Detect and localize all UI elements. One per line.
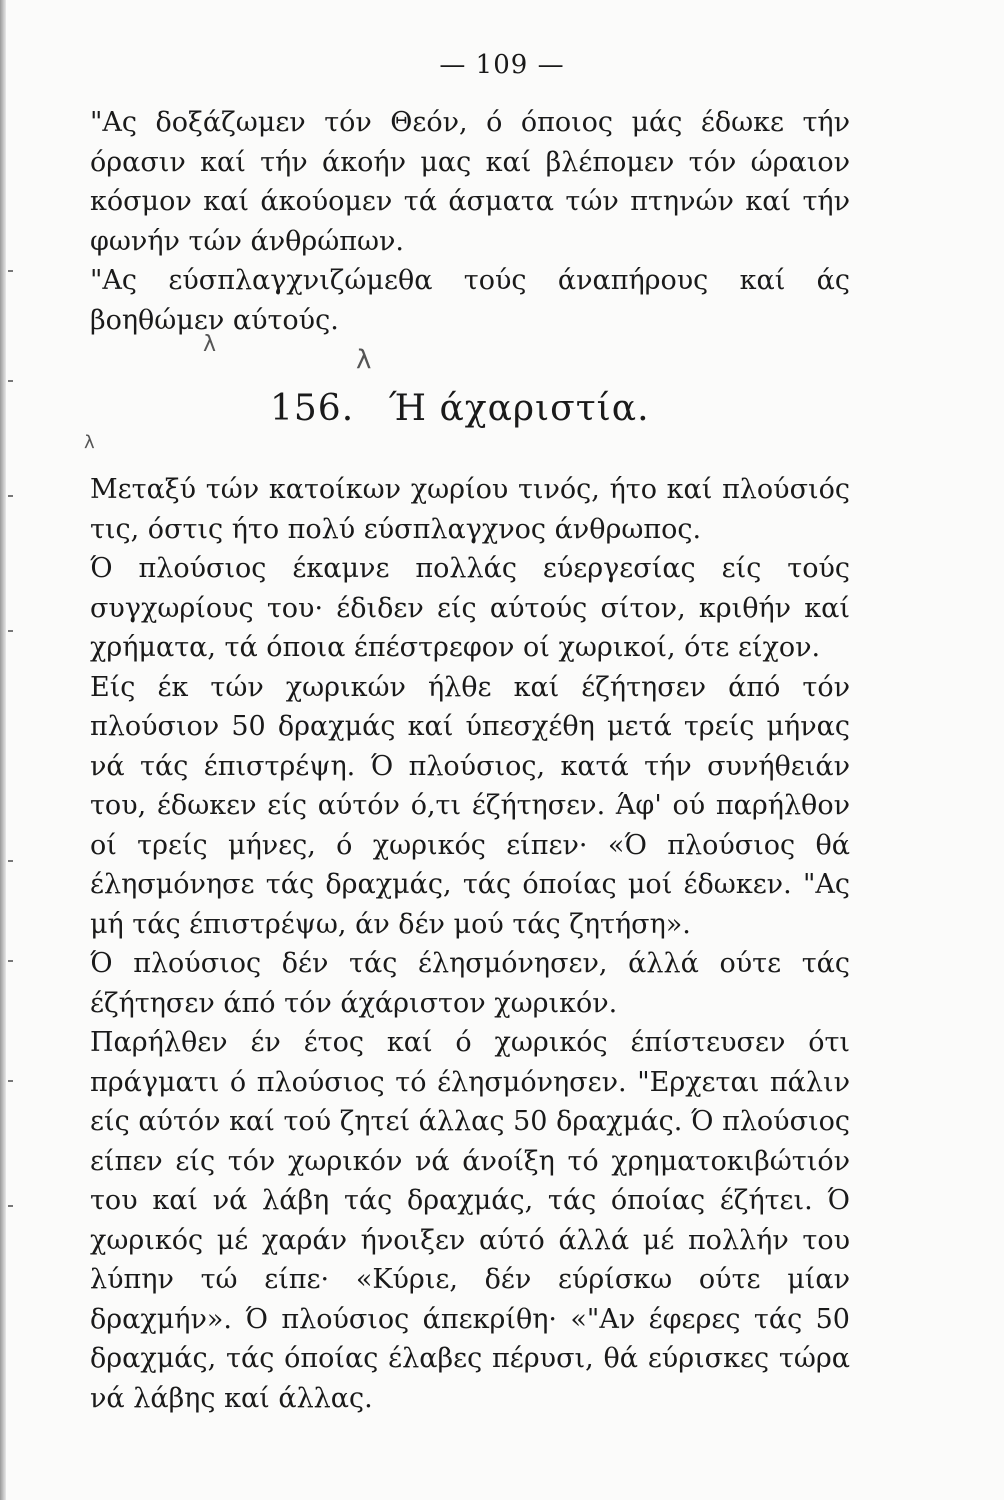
margin-tick [8,860,13,862]
section-2-text [90,470,850,1418]
section-title: Ή άχαριστία. [388,388,650,429]
paragraph: Παρήλθεν έν έτος καί ό χωρικός έπίστευσεν ότι πράγματι ό πλούσιος τό έλησμόνησεν. "Ερχεται πάλιν είς αύτόν καί τού ζητεί άλλας 50 δραχμάς. Ό πλούσιος είπεν είς τόν χωρικόν νά άνοίξη τό χρηματοκιβώτιόν του καί νά λάβη τάς δραχμάς, τάς όποίας έζήτει. Ό χωρικός μέ χαράν ήνοιξεν αύτό άλλά μέ πολλήν του λύπην τώ είπε· «Κύριε, δέν εύρίσκω ούτε μίαν δραχμήν». Ό πλούσιος άπεκρίθη· «"Αν έφερες τάς 50 δραχμάς, τάς όποίας έλαβες πέρυσι, θά εύρισκες τώρα νά λάβης καί άλλας. [90,1027,850,1414]
margin-tick [8,495,13,497]
margin-tick [8,1080,13,1082]
margin-tick [8,1205,13,1207]
pencil-mark: λ [203,332,217,357]
paragraph: "Ας δοξάζωμεν τόν Θεόν, ό όποιος μάς έδωκε τήν όρασιν καί τήν άκοήν μας καί βλέπομεν τόν ώραιον κόσμον καί άκούομεν τά άσματα τών πτηνών καί τήν φωνήν τών άνθρώπων. [90,107,850,257]
margin-tick [8,630,13,632]
pencil-mark: λ [356,345,372,375]
margin-tick [8,960,13,962]
section-number: 156. [270,388,355,429]
section-1-text [90,103,850,340]
pencil-mark: λ [84,432,95,453]
margin-tick [8,270,13,272]
paragraph: Μεταξύ τών κατοίκων χωρίου τινός, ήτο καί πλούσιός τις, όστις ήτο πολύ εύσπλαγχνος άνθρωπος. [90,474,850,545]
section-heading [270,388,650,429]
paragraph: "Ας εύσπλαγχνιζώμεθα τούς άναπήρους καί άς βοηθώμεν αύτούς. [90,265,850,336]
paragraph: Είς έκ τών χωρικών ήλθε καί έζήτησεν άπό τόν πλούσιον 50 δραχμάς καί ύπεσχέθη μετά τρείς μήνας νά τάς έπιστρέψη. Ό πλούσιος, κατά τήν συνήθειάν του, έδωκεν είς αύτόν ό,τι έζήτησεν. Άφ' ού παρήλθον οί τρείς μήνες, ό χωρικός είπεν· «Ό πλούσιος θά έλησμόνησε τάς δραχμάς, τάς όποίας μοί έδωκεν. "Ας μή τάς έπιστρέψω, άν δέν μού τάς ζητήση». [90,671,850,940]
margin-tick [8,380,13,382]
paragraph: Ό πλούσιος δέν τάς έλησμόνησεν, άλλά ούτε τάς έζήτησεν άπό τόν άχάριστον χωρικόν. [90,948,850,1019]
paragraph: Ό πλούσιος έκαμνε πολλάς εύεργεσίας είς τούς συγχωρίους του· έδιδεν είς αύτούς σίτον, κριθήν καί χρήματα, τά όποια έπέστρεφον οί χωρικοί, ότε είχον. [90,553,850,663]
page-number: — 109 — [439,50,565,80]
binding-edge [0,0,6,1500]
